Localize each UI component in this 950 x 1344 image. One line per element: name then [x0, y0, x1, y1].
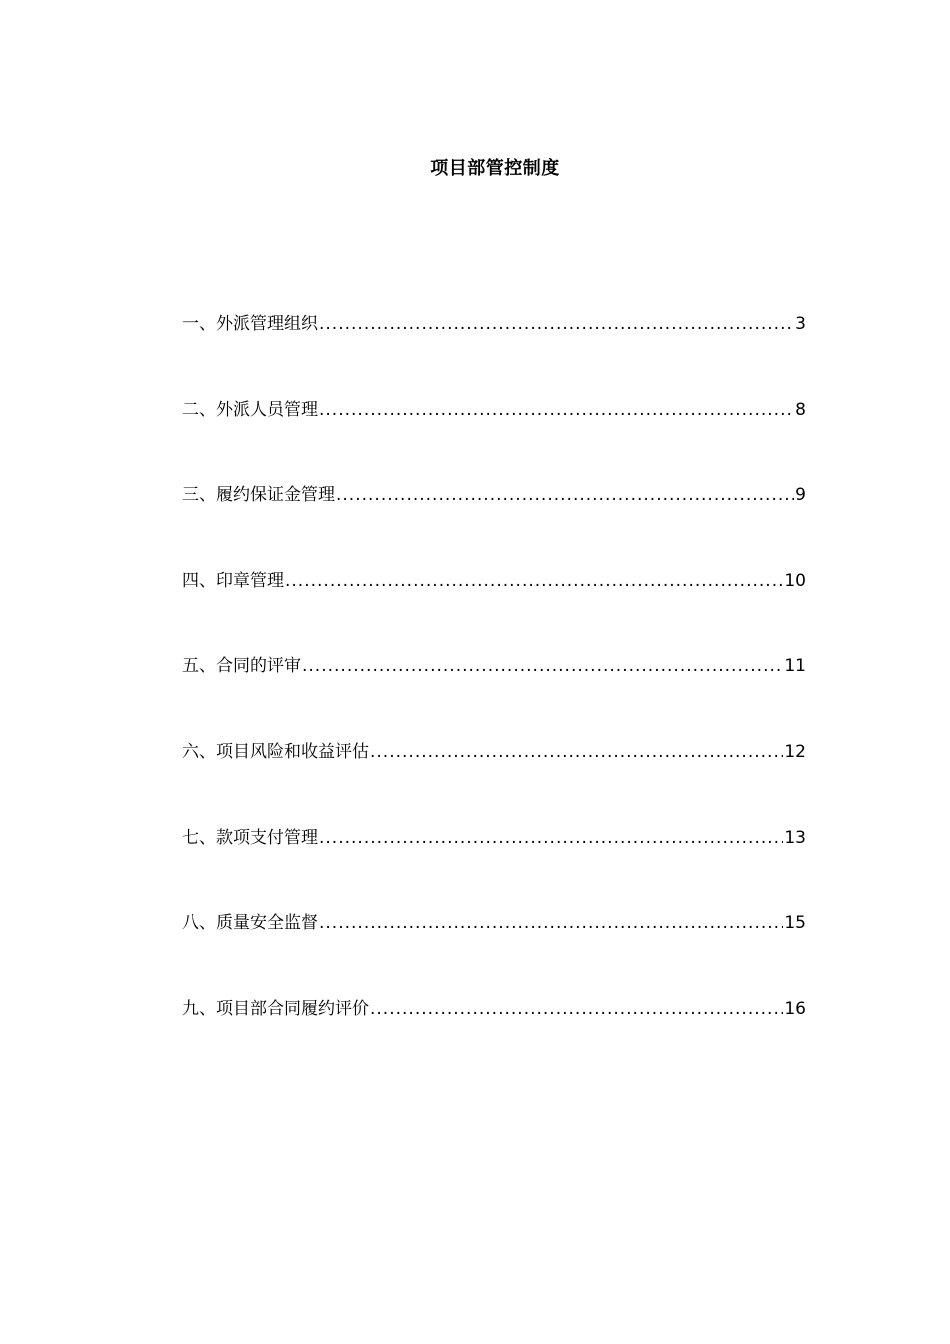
- toc-dot-leader: [302, 654, 783, 678]
- toc-entry-label: 九、项目部合同履约评价: [182, 998, 369, 1019]
- toc-page-number: 12: [784, 741, 806, 762]
- toc-entry-label: 三、履约保证金管理: [182, 485, 335, 506]
- toc-page-number: 13: [784, 827, 806, 848]
- toc-entry[interactable]: [182, 569, 806, 655]
- table-of-contents: [182, 312, 806, 1082]
- toc-entry-label: 八、质量安全监督: [182, 913, 318, 934]
- toc-entry-label: 七、款项支付管理: [182, 827, 318, 848]
- toc-dot-leader: [319, 398, 794, 422]
- toc-entry-label: 六、项目风险和收益评估: [182, 741, 369, 762]
- toc-page-number: 8: [795, 399, 806, 420]
- toc-dot-leader: [370, 997, 783, 1021]
- toc-page-number: 16: [784, 998, 806, 1019]
- toc-entry[interactable]: [182, 911, 806, 997]
- toc-entry[interactable]: [182, 654, 806, 740]
- toc-dot-leader: [370, 740, 783, 764]
- toc-entry-label: 二、外派人员管理: [182, 399, 318, 420]
- toc-dot-leader: [319, 911, 783, 935]
- toc-dot-leader: [319, 826, 783, 850]
- toc-page-number: 3: [795, 314, 806, 334]
- toc-dot-leader: [319, 312, 794, 336]
- toc-entry[interactable]: [182, 312, 806, 398]
- toc-entry[interactable]: [182, 398, 806, 484]
- toc-entry[interactable]: [182, 740, 806, 826]
- toc-page-number: 9: [795, 485, 806, 506]
- toc-entry[interactable]: [182, 997, 806, 1083]
- toc-entry[interactable]: [182, 826, 806, 912]
- toc-dot-leader: [336, 483, 794, 507]
- toc-page-number: 15: [784, 913, 806, 934]
- toc-entry-label: 一、外派管理组织: [182, 314, 318, 334]
- toc-entry-label: 四、印章管理: [182, 570, 284, 591]
- toc-page-number: 11: [784, 656, 806, 677]
- page-title: 项目部管控制度: [430, 158, 560, 179]
- toc-entry-label: 五、合同的评审: [182, 656, 301, 677]
- toc-page-number: 10: [784, 570, 806, 591]
- toc-dot-leader: [285, 569, 783, 593]
- toc-entry[interactable]: [182, 483, 806, 569]
